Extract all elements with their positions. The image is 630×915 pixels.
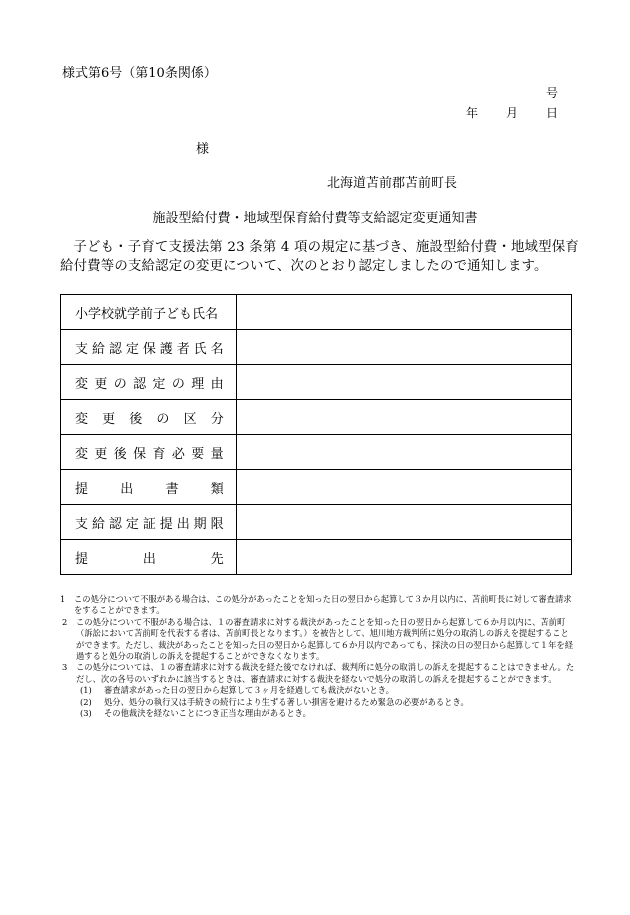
- label-char: 名: [210, 341, 224, 357]
- body-text: 子ども・子育て支援法第 23 条第 4 項の規定に基づき、施設型給付費・地域型保育給付費等の支給認定の変更について、次のとおり認定しましたので通知します。: [60, 240, 579, 274]
- info-table: [60, 294, 572, 575]
- row-label-text: [75, 548, 224, 567]
- label-char: 更: [94, 376, 108, 392]
- table-row: [61, 470, 572, 505]
- label-char: 者: [176, 341, 190, 357]
- label-char: 保: [142, 341, 156, 357]
- label-char: 小学校就学前子ども氏名: [75, 306, 219, 322]
- sender-name: 北海道苫前郡苫前町長: [327, 176, 458, 191]
- label-char: 提: [159, 516, 173, 532]
- label-char: 必: [171, 446, 185, 462]
- label-char: 提: [75, 481, 89, 497]
- label-char: 後: [113, 446, 127, 462]
- note-number: 3: [62, 662, 68, 673]
- table-row: [61, 540, 572, 575]
- note-text: この処分について不服がある場合は、１の審査請求に対する裁決があったことを知った日の翌日から起算して６か月以内に、苫前町（訴訟において苫前町を代表する者は、苫前町長となります。）を被告として、旭川地方裁判所に処分の取消しの訴えを提起することができます。ただし、裁決があったことを知った日の翌日から起算して６か月以内であっても、採決の日の翌日から起算して１年を経過すると処分の取消しの訴えを提起することができなくなります。: [76, 616, 573, 662]
- row-label: [61, 365, 237, 400]
- label-char: 出: [120, 481, 134, 497]
- label-char: 認: [108, 516, 122, 532]
- row-label: [61, 435, 237, 470]
- label-char: 類: [210, 481, 224, 497]
- label-char: 給: [91, 516, 105, 532]
- note-item: [60, 594, 576, 617]
- sub-note-number: (2): [80, 696, 92, 707]
- row-label-text: [75, 408, 224, 427]
- notes-section: [60, 594, 576, 719]
- sub-note-item: [60, 697, 576, 708]
- label-char: 支: [75, 516, 89, 532]
- row-value-field[interactable]: [236, 470, 571, 505]
- label-char: 育: [152, 446, 166, 462]
- table-row: [61, 435, 572, 470]
- label-char: 給: [91, 341, 105, 357]
- row-value-field[interactable]: [236, 295, 571, 330]
- table-row: [61, 330, 572, 365]
- row-value-field[interactable]: [236, 540, 571, 575]
- row-label-text: [75, 303, 224, 322]
- label-char: 氏: [193, 341, 207, 357]
- label-char: 要: [191, 446, 205, 462]
- recipient-honorific: 様: [196, 142, 210, 157]
- label-char: 限: [210, 516, 224, 532]
- sub-note-item: [60, 685, 576, 696]
- table-row: [61, 505, 572, 540]
- form-label: 様式第6号（第10条関係）: [62, 66, 217, 81]
- label-char: 認: [108, 341, 122, 357]
- label-char: 先: [210, 551, 224, 567]
- note-number: 2: [62, 616, 68, 627]
- date-year: 年: [465, 106, 478, 120]
- table-row: [61, 365, 572, 400]
- sub-note-item: [60, 708, 576, 719]
- row-label-text: [75, 373, 224, 392]
- row-label: [61, 470, 237, 505]
- sub-note-number: (3): [80, 708, 92, 719]
- sub-note-number: (1): [80, 685, 92, 696]
- date-day: 日: [545, 106, 558, 120]
- label-char: 支: [75, 341, 89, 357]
- label-char: 保: [133, 446, 147, 462]
- sub-note-text: その他裁決を経ないことにつき正当な理由があるとき。: [104, 708, 311, 719]
- sub-note-text: 処分、処分の執行又は手続きの続行により生ずる著しい損害を避けるため緊急の必要があるとき。: [104, 696, 469, 707]
- label-char: 理: [191, 376, 205, 392]
- label-char: 区: [183, 411, 197, 427]
- label-char: 出: [176, 516, 190, 532]
- label-char: 量: [210, 446, 224, 462]
- label-char: 定: [125, 341, 139, 357]
- document-title: 施設型給付費・地域型保育給付費等支給認定変更通知書: [152, 211, 478, 226]
- document-date: [466, 104, 558, 121]
- row-value-field[interactable]: [236, 330, 571, 365]
- label-char: 分: [210, 411, 224, 427]
- label-char: 更: [102, 411, 116, 427]
- label-char: の: [171, 376, 185, 392]
- date-month: 月: [505, 106, 518, 120]
- note-item: [60, 662, 576, 685]
- note-item: [60, 617, 576, 663]
- row-label: [61, 400, 237, 435]
- row-value-field[interactable]: [236, 400, 571, 435]
- row-label-text: [75, 478, 224, 497]
- row-label: [61, 295, 237, 330]
- label-char: 後: [129, 411, 143, 427]
- label-char: 期: [193, 516, 207, 532]
- note-text: この処分については、１の審査請求に対する裁決を経た後でなければ、裁判所に処分の取消しの訴えを提起することはできません。ただし、次の各号のいずれかに該当するときは、審査請求に対する裁決を経ないで処分の取消しの訴えを提起することができます。: [76, 662, 575, 684]
- label-char: 提: [75, 551, 89, 567]
- label-char: 更: [94, 446, 108, 462]
- label-char: 護: [159, 341, 173, 357]
- sub-note-text: 審査請求があった日の翌日から起算して３ヶ月を経過しても裁決がないとき。: [104, 685, 394, 696]
- label-char: 由: [210, 376, 224, 392]
- label-char: 認: [133, 376, 147, 392]
- row-label: [61, 330, 237, 365]
- label-char: の: [156, 411, 170, 427]
- label-char: 証: [142, 516, 156, 532]
- label-char: 定: [152, 376, 166, 392]
- note-number: 1: [60, 594, 66, 604]
- row-value-field[interactable]: [236, 505, 571, 540]
- label-char: 変: [75, 376, 89, 392]
- row-label-text: [75, 513, 224, 532]
- row-label: [61, 540, 237, 575]
- row-value-field[interactable]: [236, 435, 571, 470]
- table-row: [61, 400, 572, 435]
- row-value-field[interactable]: [236, 365, 571, 400]
- row-label-text: [75, 338, 224, 357]
- row-label: [61, 505, 237, 540]
- table-row: [61, 295, 572, 330]
- label-char: 変: [75, 446, 89, 462]
- document-number: 号: [545, 86, 558, 100]
- label-char: 書: [165, 481, 179, 497]
- label-char: 出: [142, 551, 156, 567]
- label-char: 変: [75, 411, 89, 427]
- row-label-text: [75, 443, 224, 462]
- label-char: の: [113, 376, 127, 392]
- label-char: 定: [125, 516, 139, 532]
- note-text: この処分について不服がある場合は、この処分があったことを知った日の翌日から起算して３か月以内に、苫前町長に対して審査請求をすることができます。: [74, 594, 572, 616]
